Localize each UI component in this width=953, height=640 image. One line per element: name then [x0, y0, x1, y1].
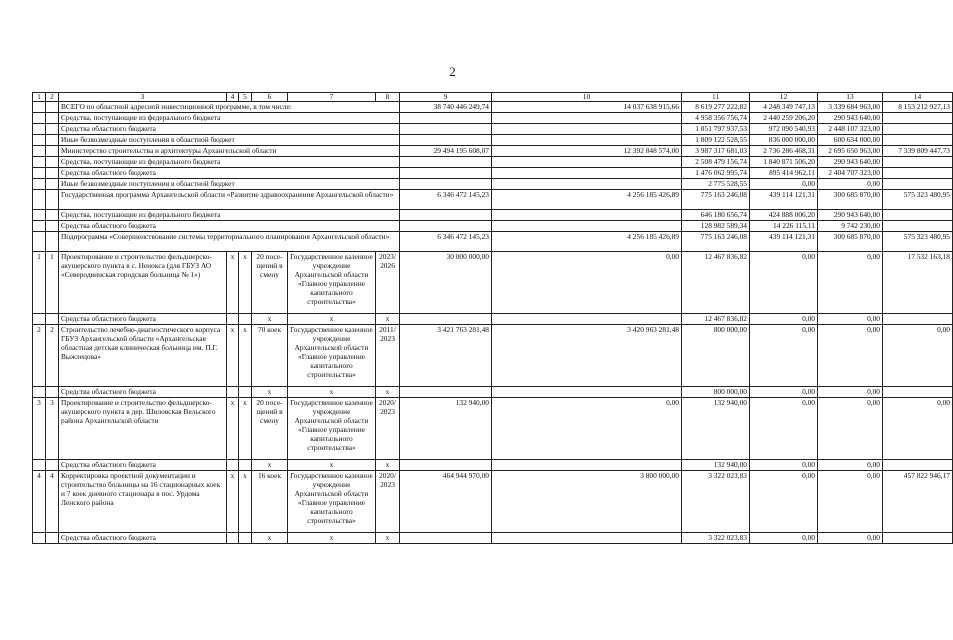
- amount-c9: 30 000 000,00: [400, 252, 492, 314]
- amount-c12: 4 248 349 747,13: [750, 102, 818, 113]
- customer: Государственное казенное учреждение Архангельской области «Главное управление капитального строительства»: [288, 252, 376, 314]
- row-num-cell: [33, 533, 46, 544]
- amount-c12: 836 000 000,00: [750, 135, 818, 146]
- amount-c10: 0,00: [492, 398, 682, 460]
- amount-c10: [492, 210, 682, 221]
- row-num-cell: [33, 221, 46, 232]
- table-row: [33, 221, 953, 232]
- obj-num-cell: [46, 168, 59, 179]
- column-number-2: 2: [46, 93, 59, 102]
- row-label: Иные безвозмездные поступления в областной бюджет: [59, 179, 400, 190]
- amount-c11: 12 467 836,82: [682, 252, 750, 314]
- obj-num-cell: [46, 533, 59, 544]
- period: 2023/ 2026: [376, 252, 400, 314]
- col-4-mark: х: [227, 398, 239, 460]
- amount-c14: [883, 135, 953, 146]
- funding-source-label: Средства областного бюджета: [59, 314, 227, 325]
- row-label: Средства, поступающие из федерального бюджета: [59, 210, 400, 221]
- table-row: [33, 471, 953, 533]
- col-4-mark: х: [227, 325, 239, 387]
- col-7-mark: х: [288, 387, 376, 398]
- amount-c13: 0,00: [818, 471, 883, 533]
- row-label: ВСЕГО по областной адресной инвестиционной программе, в том числе:: [59, 102, 400, 113]
- row-number: 3: [33, 398, 46, 460]
- row-label: Средства областного бюджета: [59, 168, 400, 179]
- customer: Государственное казенное учреждение Архангельской области «Главное управление капитального строительства»: [288, 325, 376, 387]
- column-number-6: 6: [252, 93, 288, 102]
- row-num-cell: [33, 113, 46, 124]
- amount-c13: 2 404 707 323,00: [818, 168, 883, 179]
- col-4-empty: [227, 533, 239, 544]
- period: 2011/ 2023: [376, 325, 400, 387]
- amount-c12: 439 114 121,31: [750, 190, 818, 210]
- row-label: Средства областного бюджета: [59, 221, 400, 232]
- amount-c9: 6 346 472 145,23: [400, 232, 492, 252]
- amount-c9: [400, 124, 492, 135]
- period: 2020/ 2023: [376, 398, 400, 460]
- table-row: [33, 135, 953, 146]
- amount-c12: 439 114 121,31: [750, 232, 818, 252]
- obj-num-cell: [46, 387, 59, 398]
- page-number: 2: [449, 64, 456, 79]
- table-row: [33, 102, 953, 113]
- investment-program-table: [32, 92, 953, 544]
- col-5-empty: [239, 533, 252, 544]
- amount-c10: [492, 135, 682, 146]
- amount-c11: 128 982 589,34: [682, 221, 750, 232]
- amount-c12: 2 440 259 206,20: [750, 113, 818, 124]
- column-number-3: 3: [59, 93, 227, 102]
- amount-c10: 0,00: [492, 252, 682, 314]
- col-6-mark: х: [252, 533, 288, 544]
- amount-c14: 0,00: [883, 325, 953, 387]
- amount-c14: 457 822 946,17: [883, 471, 953, 533]
- col-5-empty: [239, 314, 252, 325]
- amount-c9: 29 494 195 608,07: [400, 146, 492, 157]
- amount-c11: 132 940,00: [682, 398, 750, 460]
- column-number-10: 10: [492, 93, 682, 102]
- amount-c14: [883, 387, 953, 398]
- row-number: 2: [33, 325, 46, 387]
- column-number-13: 13: [818, 93, 883, 102]
- object-name: Проектирование и строительство фельдшерско-акушерского пункта в дер. Шиловская Вельского района Архангельской области: [59, 398, 227, 460]
- amount-c13: 0,00: [818, 252, 883, 314]
- column-number-8: 8: [376, 93, 400, 102]
- table-row: [33, 157, 953, 168]
- amount-c14: 575 323 480,95: [883, 190, 953, 210]
- amount-c11: 3 322 023,83: [682, 471, 750, 533]
- table-row: [33, 398, 953, 460]
- amount-c11: 800 000,00: [682, 387, 750, 398]
- amount-c10: 14 037 638 915,66: [492, 102, 682, 113]
- amount-c11: 8 619 277 222,82: [682, 102, 750, 113]
- amount-c10: [492, 314, 682, 325]
- table-row: [33, 210, 953, 221]
- table-row: [33, 325, 953, 387]
- column-number-5: 5: [239, 93, 252, 102]
- table-row: [33, 314, 953, 325]
- column-number-12: 12: [750, 93, 818, 102]
- amount-c13: 0,00: [818, 398, 883, 460]
- col-5-mark: х: [239, 325, 252, 387]
- table-row: [33, 252, 953, 314]
- col-8-mark: х: [376, 533, 400, 544]
- amount-c10: 3 420 963 281,48: [492, 325, 682, 387]
- column-number-7: 7: [288, 93, 376, 102]
- amount-c12: 0,00: [750, 460, 818, 471]
- row-number: 1: [33, 252, 46, 314]
- amount-c9: [400, 168, 492, 179]
- table-row: [33, 460, 953, 471]
- col-8-mark: х: [376, 460, 400, 471]
- amount-c10: [492, 179, 682, 190]
- amount-c14: [883, 168, 953, 179]
- amount-c14: [883, 460, 953, 471]
- amount-c13: 290 943 640,00: [818, 210, 883, 221]
- object-number: 1: [46, 252, 59, 314]
- col-6-mark: х: [252, 314, 288, 325]
- row-num-cell: [33, 146, 46, 157]
- col-7-mark: х: [288, 314, 376, 325]
- row-label: Государственная программа Архангельской области «Развитие здравоохранения Архангельской области»: [59, 190, 400, 210]
- amount-c10: [492, 460, 682, 471]
- object-number: 2: [46, 325, 59, 387]
- capacity: 20 посе-щений в смену: [252, 252, 288, 314]
- capacity: 70 коек: [252, 325, 288, 387]
- amount-c9: [400, 314, 492, 325]
- amount-c9: 6 346 472 145,23: [400, 190, 492, 210]
- amount-c11: 1 809 122 528,55: [682, 135, 750, 146]
- amount-c9: [400, 157, 492, 168]
- column-number-14: 14: [883, 93, 953, 102]
- amount-c11: 775 163 246,08: [682, 232, 750, 252]
- object-name: Строительство лечебно-диагностического корпуса ГБУЗ Архангельской области «Архангельская областная детская клиническая больница им. П.Г. Выжлецова»: [59, 325, 227, 387]
- obj-num-cell: [46, 221, 59, 232]
- obj-num-cell: [46, 232, 59, 252]
- col-8-mark: х: [376, 387, 400, 398]
- row-num-cell: [33, 460, 46, 471]
- column-number-9: 9: [400, 93, 492, 102]
- amount-c13: 290 943 640,00: [818, 157, 883, 168]
- amount-c11: 1 851 797 937,53: [682, 124, 750, 135]
- amount-c14: 7 339 809 447,73: [883, 146, 953, 157]
- amount-c12: 2 736 286 468,31: [750, 146, 818, 157]
- amount-c10: [492, 387, 682, 398]
- table-row: [33, 179, 953, 190]
- col-6-mark: х: [252, 460, 288, 471]
- amount-c10: 12 392 848 574,00: [492, 146, 682, 157]
- amount-c11: 3 322 023,83: [682, 533, 750, 544]
- customer: Государственное казенное учреждение Архангельской области «Главное управление капитального строительства»: [288, 398, 376, 460]
- amount-c9: 132 940,00: [400, 398, 492, 460]
- amount-c9: [400, 221, 492, 232]
- funding-source-label: Средства областного бюджета: [59, 460, 227, 471]
- amount-c10: [492, 157, 682, 168]
- object-number: 4: [46, 471, 59, 533]
- obj-num-cell: [46, 190, 59, 210]
- table-row: [33, 190, 953, 210]
- amount-c13: 0,00: [818, 179, 883, 190]
- amount-c12: 0,00: [750, 387, 818, 398]
- col-4-empty: [227, 460, 239, 471]
- amount-c13: 0,00: [818, 533, 883, 544]
- col-8-mark: х: [376, 314, 400, 325]
- capacity: 20 посе-щений в смену: [252, 398, 288, 460]
- obj-num-cell: [46, 146, 59, 157]
- amount-c10: 4 256 185 426,89: [492, 232, 682, 252]
- customer: Государственное казенное учреждение Архангельской области «Главное управление капитального строительства»: [288, 471, 376, 533]
- amount-c14: [883, 533, 953, 544]
- amount-c13: 0,00: [818, 325, 883, 387]
- row-num-cell: [33, 157, 46, 168]
- col-6-mark: х: [252, 387, 288, 398]
- amount-c11: 646 180 656,74: [682, 210, 750, 221]
- amount-c14: [883, 179, 953, 190]
- table-row: [33, 113, 953, 124]
- object-name: Проектирование и строительство фельдшерско-акушерского пункта в с. Ненокса (для ГБУЗ АО «Северодвинская городская больница № 1»): [59, 252, 227, 314]
- amount-c9: [400, 210, 492, 221]
- amount-c9: 464 944 970,00: [400, 471, 492, 533]
- amount-c10: [492, 113, 682, 124]
- col-5-mark: х: [239, 252, 252, 314]
- row-label: Министерство строительства и архитектуры Архангельской области: [59, 146, 400, 157]
- col-4-empty: [227, 387, 239, 398]
- col-4-mark: х: [227, 252, 239, 314]
- capacity: 16 коек: [252, 471, 288, 533]
- amount-c12: 0,00: [750, 179, 818, 190]
- amount-c12: 972 090 540,93: [750, 124, 818, 135]
- row-num-cell: [33, 232, 46, 252]
- amount-c9: 38 740 446 249,74: [400, 102, 492, 113]
- obj-num-cell: [46, 157, 59, 168]
- amount-c13: 600 634 000,00: [818, 135, 883, 146]
- amount-c14: 575 323 480,95: [883, 232, 953, 252]
- column-number-row: [33, 93, 953, 102]
- amount-c10: [492, 533, 682, 544]
- amount-c10: [492, 124, 682, 135]
- table-row: [33, 146, 953, 157]
- obj-num-cell: [46, 102, 59, 113]
- amount-c13: 3 339 684 963,00: [818, 102, 883, 113]
- col-5-empty: [239, 387, 252, 398]
- amount-c10: 3 800 000,00: [492, 471, 682, 533]
- amount-c9: [400, 387, 492, 398]
- amount-c12: 0,00: [750, 398, 818, 460]
- amount-c11: 1 476 062 995,74: [682, 168, 750, 179]
- amount-c12: 895 414 962,11: [750, 168, 818, 179]
- amount-c13: 9 742 230,00: [818, 221, 883, 232]
- row-num-cell: [33, 314, 46, 325]
- column-number-11: 11: [682, 93, 750, 102]
- object-name: Корректировка проектной документации и строительство больницы на 16 стационарных коек и 7 коек дневного стационара в пос. Урдома Ленского района: [59, 471, 227, 533]
- amount-c14: [883, 124, 953, 135]
- row-num-cell: [33, 387, 46, 398]
- row-num-cell: [33, 135, 46, 146]
- amount-c12: 0,00: [750, 314, 818, 325]
- amount-c11: 775 163 246,08: [682, 190, 750, 210]
- table-row: [33, 232, 953, 252]
- column-number-4: 4: [227, 93, 239, 102]
- row-label: Средства, поступающие из федерального бюджета: [59, 113, 400, 124]
- amount-c9: [400, 179, 492, 190]
- row-num-cell: [33, 102, 46, 113]
- period: 2020/ 2023: [376, 471, 400, 533]
- row-num-cell: [33, 210, 46, 221]
- amount-c13: 0,00: [818, 460, 883, 471]
- amount-c9: [400, 135, 492, 146]
- amount-c14: [883, 221, 953, 232]
- amount-c14: 0,00: [883, 398, 953, 460]
- row-label: Подпрограмма «Совершенствование системы территориального планирования Архангельской области»: [59, 232, 400, 252]
- column-number-1: 1: [33, 93, 46, 102]
- amount-c11: 132 940,00: [682, 460, 750, 471]
- amount-c12: 0,00: [750, 252, 818, 314]
- table-row: [33, 168, 953, 179]
- col-5-empty: [239, 460, 252, 471]
- amount-c11: 12 467 836,82: [682, 314, 750, 325]
- amount-c9: [400, 533, 492, 544]
- amount-c14: 8 153 212 927,13: [883, 102, 953, 113]
- obj-num-cell: [46, 124, 59, 135]
- obj-num-cell: [46, 210, 59, 221]
- obj-num-cell: [46, 179, 59, 190]
- amount-c12: 1 840 871 506,20: [750, 157, 818, 168]
- amount-c13: 0,00: [818, 314, 883, 325]
- amount-c11: 3 987 317 681,03: [682, 146, 750, 157]
- amount-c10: [492, 221, 682, 232]
- amount-c14: 17 532 163,18: [883, 252, 953, 314]
- amount-c12: 0,00: [750, 471, 818, 533]
- amount-c9: [400, 113, 492, 124]
- amount-c11: 800 000,00: [682, 325, 750, 387]
- amount-c10: [492, 168, 682, 179]
- amount-c12: 0,00: [750, 533, 818, 544]
- col-7-mark: х: [288, 460, 376, 471]
- row-label: Иные безвозмездные поступления в областной бюджет: [59, 135, 400, 146]
- col-5-mark: х: [239, 398, 252, 460]
- amount-c11: 2 508 479 156,74: [682, 157, 750, 168]
- col-4-mark: х: [227, 471, 239, 533]
- row-num-cell: [33, 190, 46, 210]
- row-num-cell: [33, 124, 46, 135]
- obj-num-cell: [46, 460, 59, 471]
- object-number: 3: [46, 398, 59, 460]
- row-label: Средства областного бюджета: [59, 124, 400, 135]
- amount-c13: 2 448 107 323,00: [818, 124, 883, 135]
- obj-num-cell: [46, 135, 59, 146]
- amount-c9: [400, 460, 492, 471]
- amount-c13: 300 685 870,00: [818, 190, 883, 210]
- funding-source-label: Средства областного бюджета: [59, 387, 227, 398]
- row-number: 4: [33, 471, 46, 533]
- table-row: [33, 124, 953, 135]
- amount-c13: 300 685 870,00: [818, 232, 883, 252]
- amount-c12: 14 226 115,11: [750, 221, 818, 232]
- amount-c11: 4 958 356 756,74: [682, 113, 750, 124]
- amount-c12: 424 888 006,20: [750, 210, 818, 221]
- amount-c14: [883, 314, 953, 325]
- row-num-cell: [33, 168, 46, 179]
- amount-c13: 0,00: [818, 387, 883, 398]
- amount-c10: 4 256 185 426,89: [492, 190, 682, 210]
- table-row: [33, 533, 953, 544]
- col-5-mark: х: [239, 471, 252, 533]
- row-label: Средства, поступающие из федерального бюджета: [59, 157, 400, 168]
- table-row: [33, 387, 953, 398]
- row-num-cell: [33, 179, 46, 190]
- obj-num-cell: [46, 113, 59, 124]
- amount-c12: 0,00: [750, 325, 818, 387]
- amount-c13: 2 695 650 963,00: [818, 146, 883, 157]
- amount-c13: 290 943 640,00: [818, 113, 883, 124]
- obj-num-cell: [46, 314, 59, 325]
- amount-c14: [883, 113, 953, 124]
- funding-source-label: Средства областного бюджета: [59, 533, 227, 544]
- amount-c11: 2 775 528,55: [682, 179, 750, 190]
- col-4-empty: [227, 314, 239, 325]
- amount-c14: [883, 210, 953, 221]
- amount-c9: 3 421 763 281,48: [400, 325, 492, 387]
- amount-c14: [883, 157, 953, 168]
- col-7-mark: х: [288, 533, 376, 544]
